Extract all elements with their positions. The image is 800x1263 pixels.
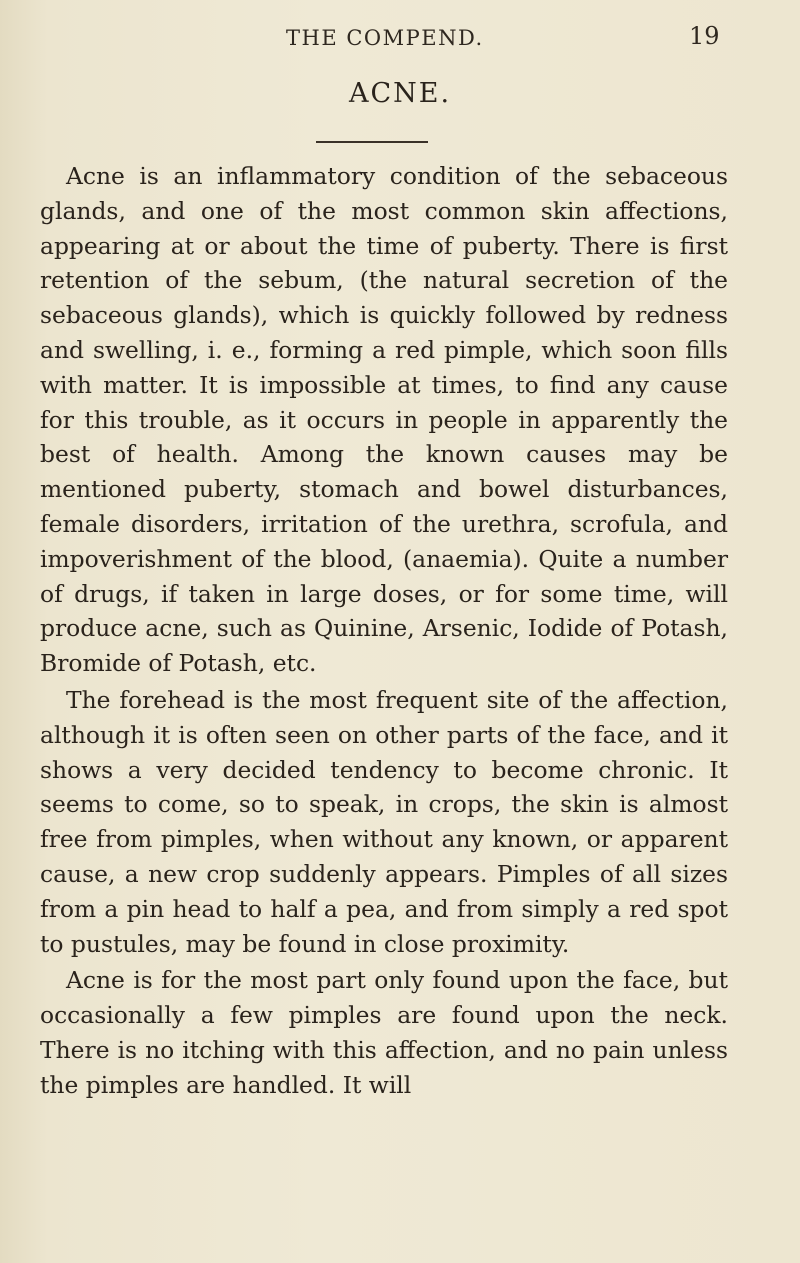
paragraph-3: Acne is for the most part only found upon the face, but occasionally a few pimples are found upon the neck. There is no itching with this affection, and no pain unless the pimples are handled. It will — [40, 966, 728, 1099]
body-text — [40, 159, 728, 1103]
chapter-title: ACNE. — [348, 78, 452, 109]
title-rule — [316, 141, 428, 143]
running-head — [0, 22, 800, 52]
page-number: 19 — [689, 22, 720, 50]
paragraph-1: Acne is an inflammatory condition of the sebaceous glands, and one of the most common skin affections, appearing at or about the time of puberty. There is first retention of the sebum, (the natural secretion of the sebaceous glands), which is quickly followed by redness and swelling, i. e., forming a red pimple, which soon fills with matter. It is impossible at times, to find any cause for this trouble, as it occurs in people in apparently the best of health. Among the known causes may be mentioned puberty, stomach and bowel disturbances, female disorders, irritation of the urethra, scrofula, and impoverishment of the blood, (anaemia). Quite a number of drugs, if taken in large doses, or for some time, will produce acne, such as Quinine, Arsenic, Iodide of Potash, Bromide of Potash, etc. — [40, 162, 728, 678]
running-title: THE COMPEND. — [286, 26, 484, 50]
paragraph-2: The forehead is the most frequent site of the affection, although it is often seen on other parts of the face, and it shows a very decided tendency to become chronic. It seems to come, so to speak, in crops, the skin is almost free from pimples, when without any known, or apparent cause, a new crop suddenly appears. Pimples of all sizes from a pin head to half a pea, and from simply a red spot to pustules, may be found in close proximity. — [40, 685, 728, 958]
